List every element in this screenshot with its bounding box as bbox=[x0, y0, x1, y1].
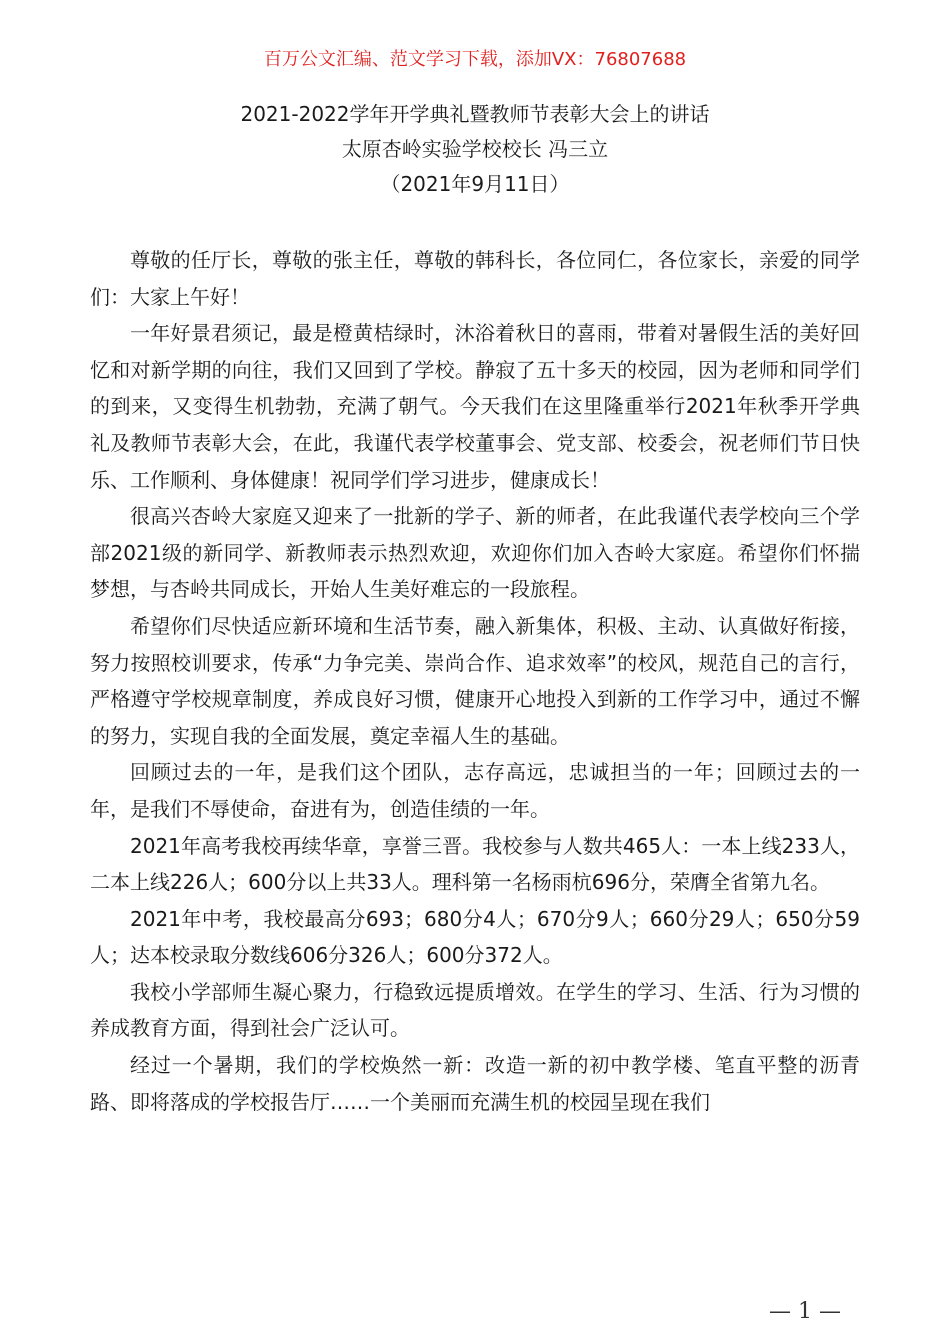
speech-title: 2021-2022学年开学典礼暨教师节表彰大会上的讲话 bbox=[240, 102, 710, 126]
title-block bbox=[0, 97, 950, 202]
paragraph: 经过一个暑期，我们的学校焕然一新：改造一新的初中教学楼、笔直平整的沥青路、即将落成的学校报告厅……一个美丽而充满生机的校园呈现在我们 bbox=[90, 1053, 860, 1114]
paragraph: 很高兴杏岭大家庭又迎来了一批新的学子、新的师者，在此我谨代表学校向三个学部2021级的新同学、新教师表示热烈欢迎，欢迎你们加入杏岭大家庭。希望你们怀揣梦想，与杏岭共同成长，开始人生美好难忘的一段旅程。 bbox=[90, 504, 860, 602]
header-note: 百万公文汇编、范文学习下载，添加VX：76807688 bbox=[263, 49, 687, 70]
paragraph: 希望你们尽快适应新环境和生活节奏，融入新集体，积极、主动、认真做好衔接，努力按照校训要求，传承“力争完美、崇尚合作、追求效率”的校风，规范自己的言行，严格遵守学校规章制度，养成良好习惯，健康开心地投入到新的工作学习中，通过不懈的努力，实现自我的全面发展，奠定幸福人生的基础。 bbox=[90, 613, 860, 748]
speech-date: （2021年9月11日） bbox=[380, 172, 570, 196]
paragraph: 2021年高考我校再续华章，享誉三晋。我校参与人数共465人：一本上线233人，二本上线226人；600分以上共33人。理科第一名杨雨杭696分，荣膺全省第九名。 bbox=[90, 833, 860, 895]
paragraph: 我校小学部师生凝心聚力，行稳致远提质增效。在学生的学习、生活、行为习惯的养成教育方面，得到社会广泛认可。 bbox=[90, 979, 860, 1041]
speaker-line: 太原杏岭实验学校校长 冯三立 bbox=[341, 137, 609, 161]
page-number: — 1 — bbox=[769, 1299, 841, 1324]
paragraph-greeting: 尊敬的任厅长，尊敬的张主任，尊敬的韩科长，各位同仁，各位家长，亲爱的同学们：大家上午好！ bbox=[90, 248, 860, 309]
paragraph: 2021年中考，我校最高分693；680分4人；670分9人；660分29人；650分59人；达本校录取分数线606分326人；600分372人。 bbox=[90, 906, 860, 968]
paragraph: 回顾过去的一年，是我们这个团队，志存高远，忠诚担当的一年；回顾过去的一年，是我们不辱使命，奋进有为，创造佳绩的一年。 bbox=[90, 760, 860, 821]
paragraph: 一年好景君须记，最是橙黄桔绿时，沐浴着秋日的喜雨，带着对暑假生活的美好回忆和对新学期的向往，我们又回到了学校。静寂了五十多天的校园，因为老师和同学们的到来，又变得生机勃勃，充满了朝气。今天我们在这里隆重举行2021年秋季开学典礼及教师节表彰大会，在此，我谨代表学校董事会、党支部、校委会，祝老师们节日快乐、工作顺利、身体健康！祝同学们学习进步，健康成长！ bbox=[90, 321, 860, 492]
speech-body bbox=[90, 242, 860, 1120]
